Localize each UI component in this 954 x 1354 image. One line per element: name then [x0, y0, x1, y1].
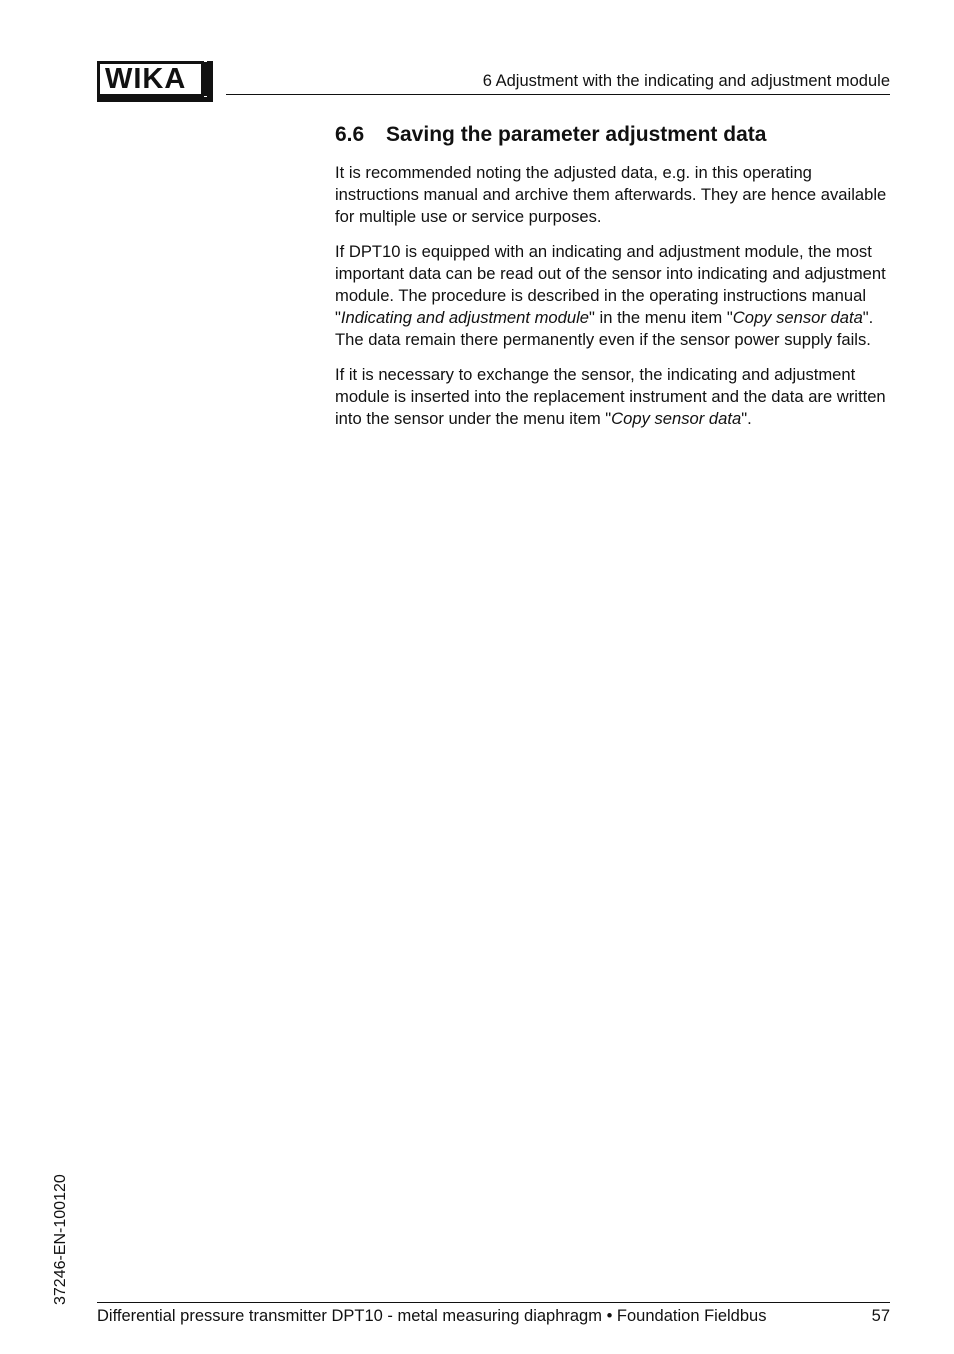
manual-name: Indicating and adjustment module	[340, 308, 590, 327]
page-number: 57	[871, 1307, 890, 1325]
paragraph-3-text-a: If it is necessary to exchange the sensor, the indicating and adjustment module is inserted into the replacement instrument and the data are written into the sensor under the menu item "	[335, 365, 886, 428]
document-id: 37246-EN-100120	[52, 1174, 69, 1305]
section-number: 6.6	[335, 123, 365, 146]
menu-item-name: Copy sensor data	[611, 409, 742, 428]
paragraph-2-text-c: ". The data remain there permanently even if the sensor power supply fails.	[335, 308, 874, 349]
wika-logo	[97, 61, 204, 97]
logo-frame-bar	[207, 61, 213, 102]
logo-frame-base	[97, 97, 213, 102]
paragraph-1-text: It is recommended noting the adjusted data, e.g. in this operating instructions manual and archive them afterwards. They are hence available for multiple use or service purposes.	[335, 163, 887, 226]
paragraph-2	[335, 241, 893, 351]
footer-title: Differential pressure transmitter DPT10 - metal measuring diaphragm • Foundation Fieldbus	[97, 1307, 767, 1325]
section-title: Saving the parameter adjustment data	[386, 123, 767, 146]
section-heading	[335, 123, 766, 147]
paragraph-3	[335, 364, 893, 430]
body-text	[335, 162, 893, 443]
paragraph-2-text-b: " in the menu item "	[589, 308, 733, 327]
running-header: 6 Adjustment with the indicating and adjustment module	[482, 72, 890, 90]
footer-rule	[97, 1302, 890, 1303]
paragraph-3-text-b: ".	[741, 409, 752, 428]
paragraph-1	[335, 162, 893, 228]
header-rule	[226, 94, 890, 95]
menu-item-name: Copy sensor data	[732, 308, 863, 327]
paragraph-2-text-a: If DPT10 is equipped with an indicating and adjustment module, the most important data can be read out of the sensor into indicating and adjustment module. The procedure is described in the operating instructions manual "	[335, 242, 886, 327]
logo-text: WIKA	[105, 63, 187, 95]
